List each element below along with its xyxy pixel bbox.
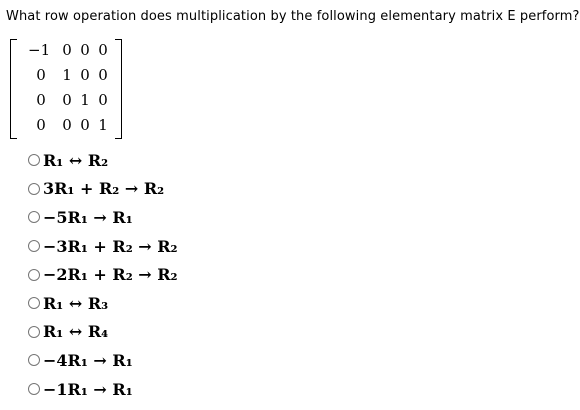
answer-option[interactable] — [28, 260, 178, 289]
matrix-left-bracket — [10, 39, 17, 139]
option-label: −3R₁ + R₂ → R₂ — [43, 236, 178, 256]
answer-option[interactable] — [28, 175, 178, 204]
matrix-cell-r4c4: 1 — [98, 116, 108, 134]
matrix-cell-r1c3: 0 — [80, 41, 90, 59]
matrix-cell-r4c2: 0 — [62, 116, 72, 134]
answer-option[interactable] — [28, 318, 178, 347]
option-label: −2R₁ + R₂ → R₂ — [43, 265, 178, 285]
answer-option[interactable] — [28, 146, 178, 175]
option-label: R₁ ↔ R₂ — [43, 150, 109, 170]
option-label: R₁ ↔ R₄ — [43, 322, 109, 342]
answer-option[interactable] — [28, 232, 178, 261]
radio-button[interactable] — [28, 297, 40, 309]
option-label: −1R₁ → R₁ — [43, 379, 133, 399]
matrix-cell-r1c1: −1 — [28, 41, 51, 59]
radio-button[interactable] — [28, 183, 40, 195]
matrix-grid — [18, 38, 118, 138]
question-text: What row operation does multiplication by the following elementary matrix E perform? — [6, 9, 580, 24]
matrix-cell-r1c4: 0 — [98, 41, 108, 59]
radio-button[interactable] — [28, 354, 40, 366]
answer-options — [28, 146, 178, 403]
answer-option[interactable] — [28, 346, 178, 375]
matrix-cell-r3c1: 0 — [36, 91, 46, 109]
radio-button[interactable] — [28, 326, 40, 338]
matrix-cell-r4c3: 0 — [80, 116, 90, 134]
matrix-cell-r2c3: 0 — [80, 66, 90, 84]
matrix-cell-r2c1: 0 — [36, 66, 46, 84]
elementary-matrix — [8, 34, 124, 140]
matrix-cell-r1c2: 0 — [62, 41, 72, 59]
radio-button[interactable] — [28, 269, 40, 281]
radio-button[interactable] — [28, 154, 40, 166]
radio-button[interactable] — [28, 383, 40, 395]
radio-button[interactable] — [28, 211, 40, 223]
matrix-cell-r3c3: 1 — [80, 91, 90, 109]
matrix-cell-r4c1: 0 — [36, 116, 46, 134]
option-label: −5R₁ → R₁ — [43, 207, 133, 227]
answer-option[interactable] — [28, 289, 178, 318]
option-label: −4R₁ → R₁ — [43, 350, 133, 370]
matrix-cell-r2c4: 0 — [98, 66, 108, 84]
option-label: R₁ ↔ R₃ — [43, 293, 109, 313]
answer-option[interactable] — [28, 375, 178, 404]
option-label: 3R₁ + R₂ → R₂ — [43, 179, 165, 199]
radio-button[interactable] — [28, 240, 40, 252]
matrix-cell-r3c2: 0 — [62, 91, 72, 109]
matrix-cell-r2c2: 1 — [62, 66, 72, 84]
answer-option[interactable] — [28, 203, 178, 232]
matrix-cell-r3c4: 0 — [98, 91, 108, 109]
